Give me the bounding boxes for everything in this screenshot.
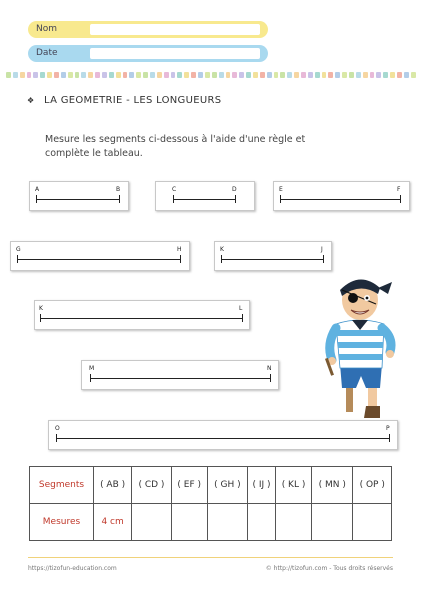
decorative-dot [219,72,224,78]
segment-line [36,199,119,200]
segment-end-tick [235,195,236,203]
title-text: LA GEOMETRIE - LES LONGUEURS [43,95,222,106]
table-row [30,467,392,504]
name-input-area[interactable] [90,24,260,35]
segments-row-header: Segments [30,467,94,504]
measure-cell[interactable] [207,504,247,541]
segment-end-tick [270,374,271,382]
decorative-dot [397,72,402,78]
decorative-dot [390,72,395,78]
segment-end-label: P [386,425,390,432]
footer-link[interactable]: https://tizofun-education.com [28,565,117,572]
segment-line [280,199,400,200]
measure-cell[interactable] [312,504,353,541]
decorative-dot [136,72,141,78]
decorative-dot [212,72,217,78]
segment-end-label: J [321,246,323,253]
segment-card-mn [81,360,279,390]
decorative-dot [232,72,237,78]
table-row [30,504,392,541]
pirate-peg-leg [346,386,353,412]
decorative-dot [33,72,38,78]
measure-cell[interactable]: 4 cm [94,504,132,541]
decorative-dot [226,72,231,78]
segment-card-kj [214,241,332,271]
decorative-dot [260,72,265,78]
segment-end-label: F [397,186,401,193]
table-header-cell: ( MN ) [312,467,353,504]
decorative-dot [27,72,32,78]
segment-line [17,259,180,260]
decorative-dot [129,72,134,78]
decorative-dot [191,72,196,78]
segment-end-tick [323,255,324,263]
segment-line [40,318,242,319]
decorative-dot [349,72,354,78]
decorative-dot [184,72,189,78]
footer-divider [28,557,393,558]
measure-cell[interactable] [132,504,172,541]
table-header-cell: ( OP ) [353,467,392,504]
segment-start-label: C [172,186,177,193]
segment-start-label: K [39,305,43,312]
segment-line [90,378,270,379]
decorative-dot [88,72,93,78]
decorative-dot [47,72,52,78]
decorative-dot [267,72,272,78]
decorative-dot [253,72,258,78]
segment-start-label: O [55,425,60,432]
segment-end-tick [242,314,243,322]
instruction-text: Mesure les segments ci-dessous à l'aide d'une règle et complète le tableau. [45,134,306,159]
decorative-dot [143,72,148,78]
decorative-dot [308,72,313,78]
segment-end-tick [389,434,390,442]
table-header-cell: ( AB ) [94,467,132,504]
decorative-dot [68,72,73,78]
decorative-dot [116,72,121,78]
segment-end-label: H [177,246,182,253]
segment-card-ef [273,181,410,211]
segment-end-tick [180,255,181,263]
decorative-dot [20,72,25,78]
decorative-dot [315,72,320,78]
name-label: Nom [36,24,58,34]
decorative-dot [239,72,244,78]
name-field[interactable] [28,21,268,38]
decorative-dot [123,72,128,78]
segment-start-label: M [89,365,95,372]
segment-line [173,199,235,200]
decorative-dot [150,72,155,78]
segment-start-label: G [16,246,21,253]
segment-end-tick [119,195,120,203]
segment-end-label: B [116,186,121,193]
decorative-dot [75,72,80,78]
decorative-dot [287,72,292,78]
decorative-dot-strip [6,72,416,78]
table-header-cell: ( CD ) [132,467,172,504]
decorative-dot [54,72,59,78]
pirate-boot [364,406,380,418]
measure-cell[interactable] [248,504,276,541]
date-input-area[interactable] [90,48,260,59]
segment-card-cd [155,181,255,211]
decorative-dot [205,72,210,78]
segment-end-label: N [267,365,272,372]
decorative-dot [6,72,11,78]
decorative-dot [171,72,176,78]
segment-end-label: L [239,305,243,312]
footer-copyright: © http://tizofun.com - Tous droits réservés [265,565,393,572]
decorative-dot [13,72,18,78]
segment-card-gh [10,241,190,271]
decorative-dot [246,72,251,78]
decorative-dot [404,72,409,78]
measure-cell[interactable] [171,504,207,541]
segment-end-tick [400,195,401,203]
decorative-dot [81,72,86,78]
table-header-cell: ( GH ) [207,467,247,504]
measures-row-header: Mesures [30,504,94,541]
segment-end-label: D [232,186,237,193]
decorative-dot [411,72,416,78]
table-header-cell: ( IJ ) [248,467,276,504]
decorative-dot [274,72,279,78]
decorative-dot [177,72,182,78]
diamond-bullet-icon: ❖ [27,96,35,105]
decorative-dot [280,72,285,78]
decorative-dot [356,72,361,78]
segment-line [221,259,323,260]
decorative-dot [301,72,306,78]
decorative-dot [164,72,169,78]
segment-card-op [48,420,398,450]
decorative-dot [370,72,375,78]
decorative-dot [102,72,107,78]
segment-start-label: E [279,186,283,193]
measure-cell[interactable] [353,504,392,541]
measure-table [29,466,392,541]
segment-card-ab [29,181,129,211]
decorative-dot [328,72,333,78]
decorative-dot [376,72,381,78]
decorative-dot [363,72,368,78]
decorative-dot [294,72,299,78]
segment-start-label: A [35,186,40,193]
segment-line [56,438,389,439]
decorative-dot [335,72,340,78]
date-label: Date [36,48,58,58]
decorative-dot [95,72,100,78]
decorative-dot [40,72,45,78]
measure-cell[interactable] [275,504,311,541]
decorative-dot [383,72,388,78]
date-field[interactable] [28,45,268,62]
decorative-dot [157,72,162,78]
table-header-cell: ( KL ) [275,467,311,504]
decorative-dot [342,72,347,78]
decorative-dot [198,72,203,78]
pirate-illustration [318,268,403,423]
page-title [27,95,221,106]
table-header-cell: ( EF ) [171,467,207,504]
decorative-dot [109,72,114,78]
segment-start-label: K [220,246,224,253]
decorative-dot [322,72,327,78]
decorative-dot [61,72,66,78]
segment-card-kl [34,300,250,330]
